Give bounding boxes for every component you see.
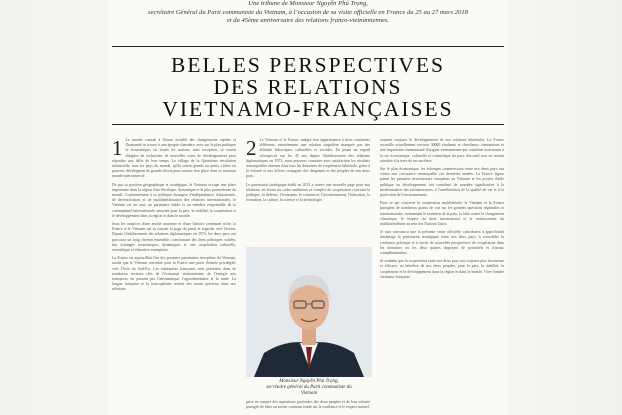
dropcap-2: 2 (246, 138, 257, 160)
paragraph: De par sa position géographique et stratégique, le Vietnam occupe une place importante dans la région Asie-Pacifique, dynamique et la plus prometteuse du monde. Conformément à sa politique étrangère d'indépendance, d'autonomie, de diversification et de multilatéralisation des relations internationales, le Vietnam est un ami, un partenaire fiable et un membre responsable de la communauté internationale, œuvrant pour la paix, la stabilité, la coopération et le développement dans la région et dans le monde. (112, 182, 236, 218)
article-column-2 (246, 138, 370, 238)
intro-line-3: et du 45ème anniversaire des relations franco-vietnamiennes. (226, 17, 390, 25)
intro-block (108, 0, 508, 26)
page-background-right (508, 0, 622, 415)
intro-line-2: secrétaire Général du Parti communiste du Vietnam, à l’occasion de sa visite officielle en France du 25 au 27 mars 2018 (148, 8, 468, 16)
headline-line-1: BELLES PERSPECTIVES (171, 53, 445, 77)
dropcap-1: 1 (112, 138, 123, 160)
portrait-illustration (246, 247, 372, 377)
intro-line-1: Une tribune de Monsieur Nguyễn Phú Trọng, (248, 0, 368, 7)
portrait-photo (246, 247, 372, 377)
headline-line-3: VIETNAMO-FRANÇAISES (162, 97, 454, 121)
paragraph: prise en compte des aspirations profondes des deux peuples et de leur volonté partagée de bâtir un avenir commun fondé sur la confiance et le respect mutuel. (246, 400, 370, 410)
paragraph: Sur le plan économique, les échanges commerciaux entre nos deux pays ont connu une croissance remarquable ces dernières années. La France figure parmi les premiers investisseurs européens au Vietnam et les projets d'aide publique au développement ont contribué de manière significative à la modernisation des infrastructures, à l'amélioration de la qualité de vie et à la protection de l'environnement. (380, 167, 504, 198)
top-rule (112, 46, 504, 47)
paragraph: Je suis convaincu que la présente visite officielle contribuera à approfondir davantage le partenariat stratégique entre nos deux pays, à consolider la confiance politique et à ouvrir de nouvelles perspectives de coopération dans les domaines où les deux parties disposent de potentiels et d'atouts complémentaires. (380, 230, 504, 256)
paragraph: Le monde connaît à l'heure actuelle des changements rapides et l'humanité se trouve à une époque charnière, avec sur le plan politique et économique, où toutes les nations, sans exception, se voient obligées de rechercher de nouvelles voies de développement pour répondre aux défis de leur temps. Le village de la Quatrième révolution industrielle, tous les pays du monde, qu'ils soient grands ou petits, riches ou pauvres, développent de grands efforts pour trouver leur place dans ce nouveau monde interconnecté. (112, 138, 236, 179)
headline-bottom-rule (112, 124, 504, 125)
newspaper-page (108, 0, 508, 415)
headline (108, 54, 508, 120)
article-column-3 (380, 138, 504, 415)
article-column-1 (112, 138, 236, 415)
caption-line-1: Monsieur Nguyễn Phú Trọng, (279, 379, 339, 384)
paragraph: Sous les auspices d'une amitié ancienne et d'une histoire commune riche, la France et le Vietnam ont su tourner la page du passé et regarder vers l'avenir. Depuis l'établissement des relations diplomatiques en 1973, les deux pays ont parcouru un long chemin ensemble, construisant des liens politiques solides, des échanges économiques dynamiques et une coopération culturelle, scientifique et éducative exemplaire. (112, 222, 236, 253)
paragraph: Le partenariat stratégique établi en 2013 a ouvert une nouvelle page pour nos relations, en fixant un cadre ambitieux et complet de coopération couvrant la politique, la défense, l'économie, le commerce, l'investissement, l'éducation, la formation, la culture, la science et la technologie. (246, 182, 370, 203)
caption-line-2: secrétaire général du Parti communiste du (266, 385, 352, 391)
paragraph: Le Vietnam et la France, malgré leur appartenance à deux continents différents, entretiennent une relation singulière marquée par des affinités historiques, culturelles et sociales. En jetant un regard rétrospectif sur les 45 ans depuis l'établissement des relations diplomatiques en 1973, nous pouvons constater avec satisfaction les résultats remarquables obtenus dans tous les domaines de coopération bilatérale, grâce à la volonté et aux efforts conjugués des dirigeants et des peuples de nos deux pays. (246, 138, 370, 179)
paragraph: La France est aujourd'hui l'un des premiers partenaires européens du Vietnam, tandis que le Vietnam constitue pour la France une porte d'entrée privilégiée vers l'Asie du Sud-Est. Les entreprises françaises sont présentes dans de nombreux secteurs clés de l'économie vietnamienne, de l'énergie aux transports, en passant par l'aéronautique, l'agroalimentaire et la santé. La langue française et la francophonie restent des atouts précieux dans nos relations. (112, 256, 236, 292)
paragraph: soutenir toujours le développement de nos relations bilatérales. La France accueille actuellement environ 30000 étudiants et chercheurs vietnamiens et une importante communauté d'origine vietnamienne qui contribue activement à la vie économique, culturelle et scientifique du pays d'accueil tout en restant attachée à la terre de ses ancêtres. (380, 138, 504, 163)
caption-line-3: Vietnam (300, 391, 318, 397)
page-background-left (0, 0, 108, 415)
paragraph: Je souhaite que la coopération entre nos deux pays soit toujours plus fructueuse et efficace, au bénéfice de nos deux peuples, pour la paix, la stabilité, la coopération et le développement dans la région et dans le monde. Vive l'amitié vietnamo-française. (380, 259, 504, 279)
headline-line-2: DES RELATIONS (213, 75, 403, 99)
paragraph: Pour ce qui concerne la coopération multilatérale, le Vietnam et la France partagent de nombreux points de vue sur les grandes questions régionales et internationales, notamment le maintien de la paix, la lutte contre le changement climatique, le respect du droit international et le renforcement du multilatéralisme au sein des Nations Unies. (380, 201, 504, 227)
article-column-2-continued (246, 400, 370, 415)
photo-caption (246, 379, 372, 398)
